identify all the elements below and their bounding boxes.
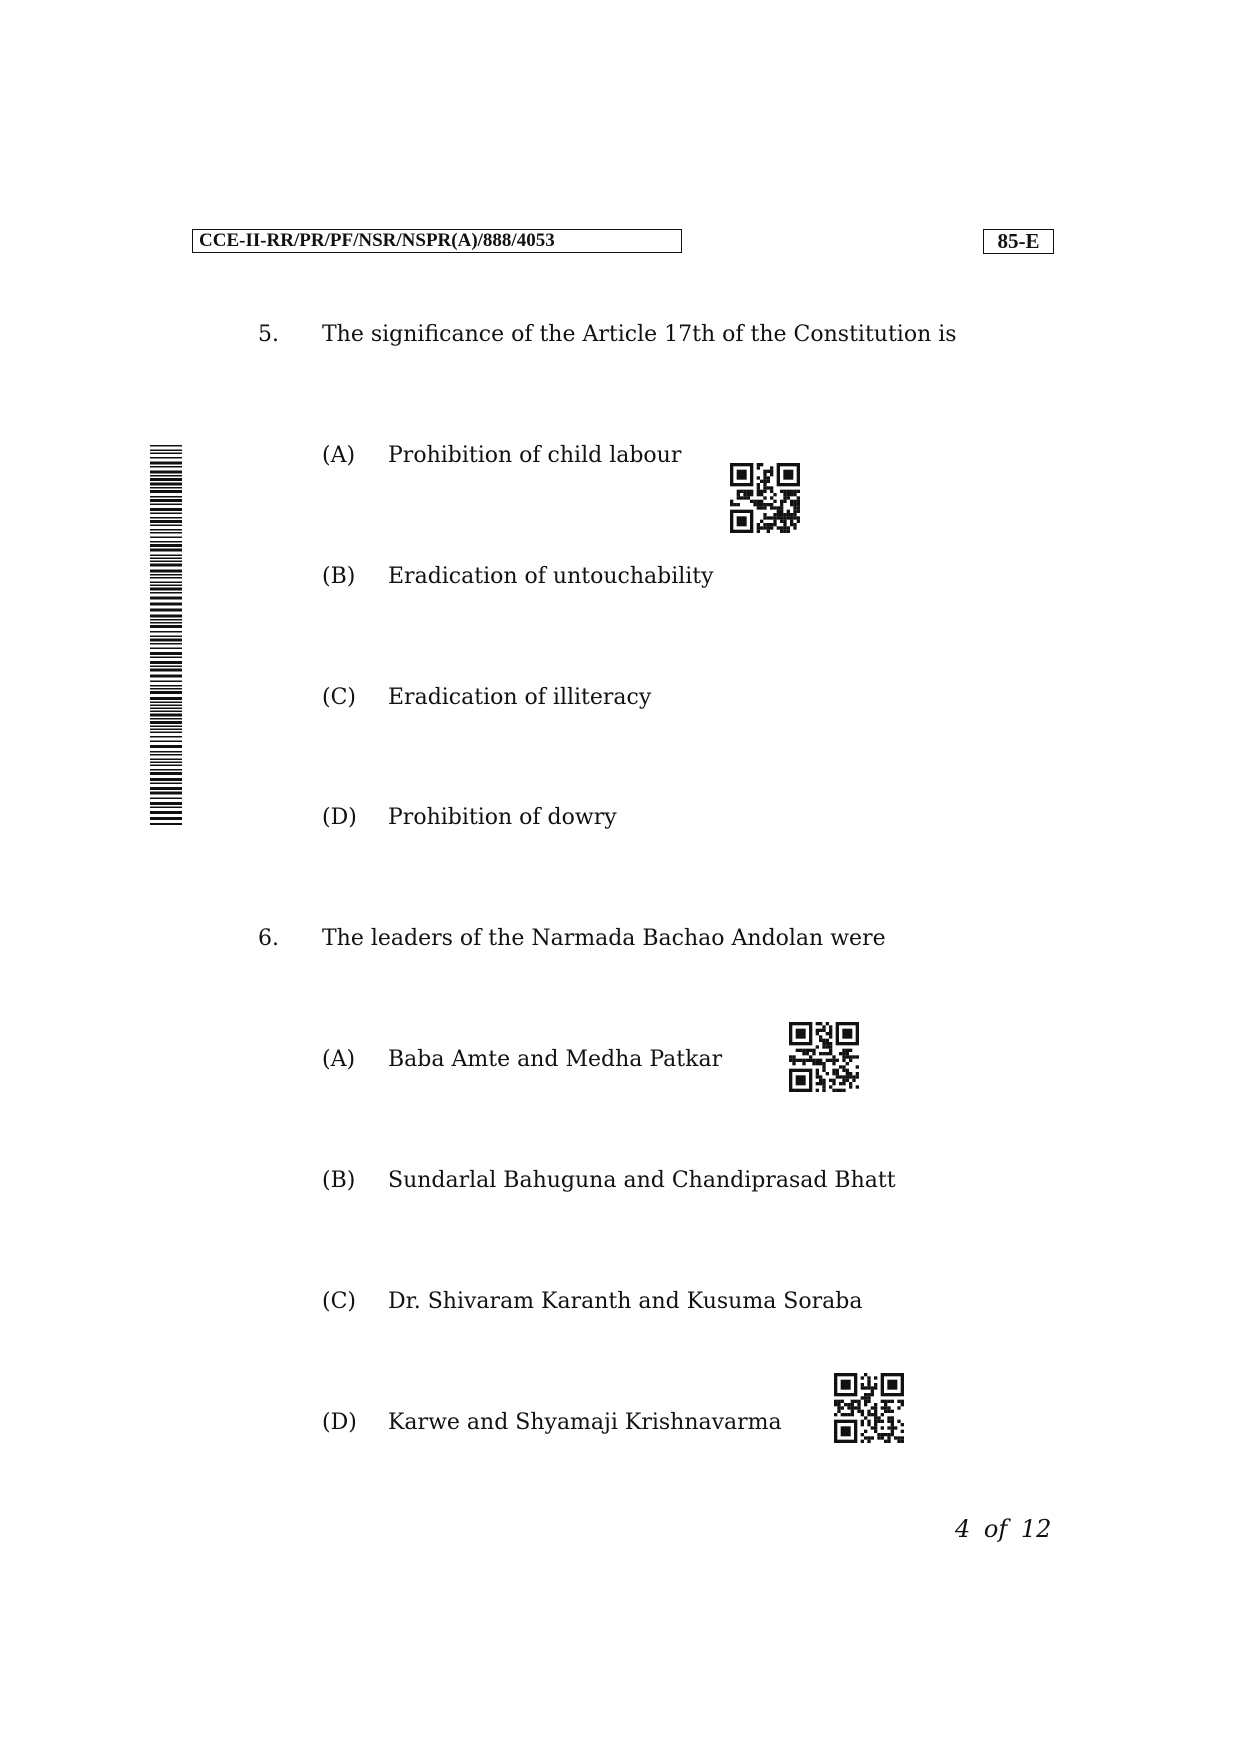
question-text: The significance of the Article 17th of the Constitution is [322,322,957,347]
option-label: (C) [322,1289,356,1314]
option-text: Prohibition of dowry [388,805,617,830]
paper-code: CCE-II-RR/PR/PF/NSR/NSPR(A)/888/4053 [192,229,682,253]
option-label: (B) [322,564,356,589]
option-text: Baba Amte and Medha Patkar [388,1047,723,1072]
option-text: Eradication of illiteracy [388,685,652,710]
qr-code-graphic [730,463,800,533]
option-text: Dr. Shivaram Karanth and Kusuma Soraba [388,1289,863,1314]
option-label: (A) [322,1047,356,1072]
barcode-graphic [150,445,182,825]
option-text: Eradication of untouchability [388,564,714,589]
option-label: (D) [322,1410,357,1435]
option-text: Karwe and Shyamaji Krishnavarma [388,1410,782,1435]
option-label: (A) [322,443,356,468]
option-label: (B) [322,1168,356,1193]
question-text: The leaders of the Narmada Bachao Andolan were [322,926,886,951]
series-code: 85-E [983,229,1054,254]
option-label: (D) [322,805,357,830]
question-number: 6. [258,926,279,951]
qr-code-graphic [789,1022,859,1092]
option-text: Prohibition of child labour [388,443,682,468]
qr-code-graphic [834,1373,904,1443]
option-label: (C) [322,685,356,710]
page-number: 4 of 12 [955,1515,1052,1543]
option-text: Sundarlal Bahuguna and Chandiprasad Bhatt [388,1168,896,1193]
question-number: 5. [258,322,279,347]
